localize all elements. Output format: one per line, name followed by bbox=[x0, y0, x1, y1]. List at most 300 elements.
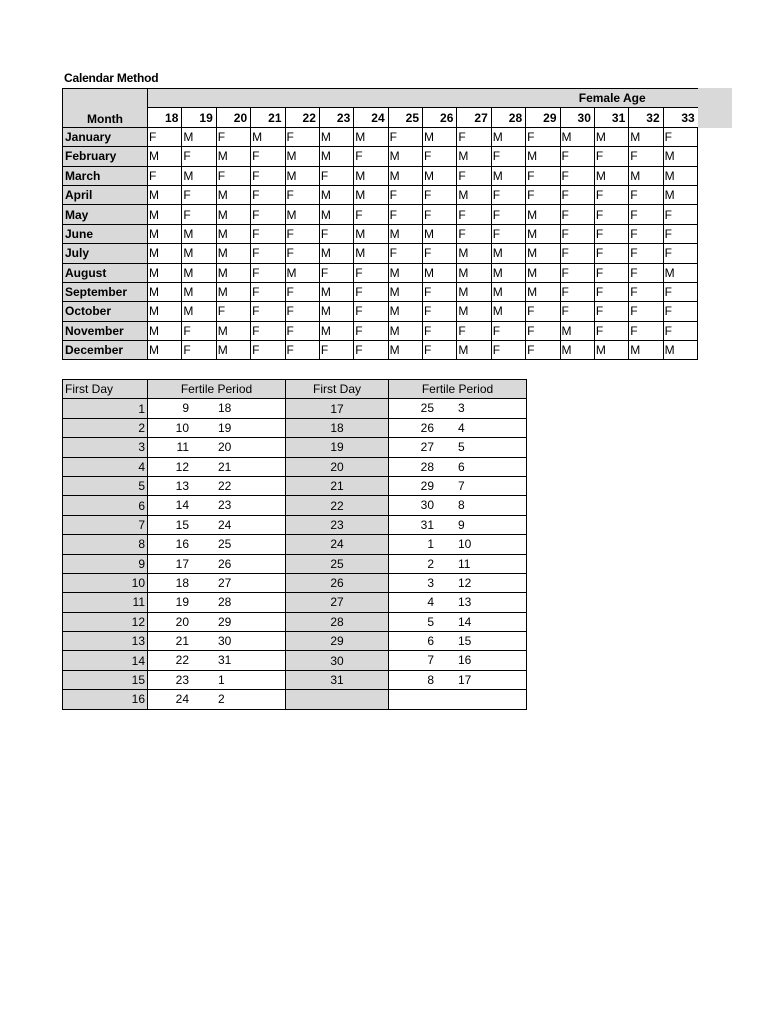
gender-cell: M bbox=[526, 282, 560, 301]
gender-cell: M bbox=[148, 224, 182, 243]
fertile-start-value: 27 bbox=[420, 440, 434, 455]
gender-cell: F bbox=[182, 321, 216, 340]
gender-cell: F bbox=[319, 224, 353, 243]
gender-cell: M bbox=[491, 282, 525, 301]
fertile-period-cell bbox=[148, 670, 286, 689]
gender-cell: M bbox=[319, 127, 353, 146]
gender-cell: M bbox=[388, 282, 422, 301]
age-header: 32 bbox=[629, 108, 663, 127]
fertile-start-value: 26 bbox=[420, 420, 434, 435]
gender-cell: F bbox=[423, 341, 457, 360]
fertile-row bbox=[63, 573, 527, 592]
gender-cell: M bbox=[148, 263, 182, 282]
age-header: 22 bbox=[285, 108, 319, 127]
gender-cell: F bbox=[560, 185, 594, 204]
gender-cell: M bbox=[354, 224, 388, 243]
gender-cell: F bbox=[526, 185, 560, 204]
fertile-end-value: 9 bbox=[458, 517, 465, 532]
gender-cell: F bbox=[182, 205, 216, 224]
gender-cell: F bbox=[285, 341, 319, 360]
gender-cell: M bbox=[182, 302, 216, 321]
fertile-row bbox=[63, 554, 527, 573]
first-day-value: 5 bbox=[63, 476, 148, 495]
gender-cell: M bbox=[354, 185, 388, 204]
gender-cell: M bbox=[594, 166, 628, 185]
fertile-period-cell bbox=[389, 535, 527, 554]
gender-cell: M bbox=[216, 205, 250, 224]
calendar-row bbox=[63, 166, 698, 185]
gender-cell: F bbox=[251, 263, 285, 282]
gender-cell: M bbox=[216, 244, 250, 263]
age-header: 19 bbox=[182, 108, 216, 127]
first-day-value: 11 bbox=[63, 593, 148, 612]
fertile-start-value: 13 bbox=[175, 478, 189, 493]
gender-cell: M bbox=[148, 147, 182, 166]
gender-cell: F bbox=[629, 282, 663, 301]
gender-cell: F bbox=[629, 224, 663, 243]
month-label: November bbox=[63, 321, 148, 340]
gender-cell: F bbox=[491, 224, 525, 243]
gender-cell: F bbox=[560, 302, 594, 321]
gender-cell: F bbox=[354, 321, 388, 340]
age-header: 20 bbox=[216, 108, 250, 127]
first-day-value: 28 bbox=[286, 612, 389, 631]
gender-cell: F bbox=[457, 127, 491, 146]
month-label: March bbox=[63, 166, 148, 185]
gender-cell: M bbox=[526, 263, 560, 282]
fertile-start-value: 25 bbox=[420, 401, 434, 416]
gender-cell: F bbox=[251, 147, 285, 166]
gender-cell: F bbox=[423, 205, 457, 224]
fertile-end-value: 3 bbox=[458, 401, 465, 416]
first-day-value: 12 bbox=[63, 612, 148, 631]
gender-cell: F bbox=[216, 302, 250, 321]
fertile-start-value: 30 bbox=[420, 498, 434, 513]
first-day-value: 7 bbox=[63, 515, 148, 534]
gender-cell: M bbox=[319, 282, 353, 301]
gender-cell: F bbox=[629, 185, 663, 204]
calendar-row bbox=[63, 147, 698, 166]
gender-cell: M bbox=[148, 244, 182, 263]
gender-cell: F bbox=[594, 263, 628, 282]
gender-cell: M bbox=[491, 127, 525, 146]
gender-cell: M bbox=[491, 302, 525, 321]
fertile-end-value: 14 bbox=[458, 614, 472, 629]
first-day-header: First Day bbox=[286, 380, 389, 399]
gender-cell: F bbox=[285, 224, 319, 243]
gender-cell: F bbox=[423, 302, 457, 321]
gender-cell: F bbox=[491, 321, 525, 340]
gender-cell: F bbox=[629, 302, 663, 321]
gender-cell: M bbox=[388, 147, 422, 166]
fertile-end-value: 19 bbox=[218, 420, 232, 435]
gender-cell: F bbox=[663, 127, 698, 146]
fertile-start-value: 28 bbox=[420, 459, 434, 474]
first-day-value: 21 bbox=[286, 476, 389, 495]
fertile-start-value: 6 bbox=[427, 634, 434, 649]
fertile-start-value: 24 bbox=[175, 692, 189, 707]
gender-cell: M bbox=[216, 263, 250, 282]
gender-cell: F bbox=[182, 147, 216, 166]
fertile-period-cell bbox=[389, 651, 527, 670]
gender-cell: M bbox=[457, 244, 491, 263]
fertile-start-value: 21 bbox=[175, 634, 189, 649]
gender-cell: F bbox=[491, 341, 525, 360]
gender-cell: M bbox=[423, 224, 457, 243]
gender-cell: F bbox=[629, 244, 663, 263]
gender-cell: M bbox=[457, 302, 491, 321]
first-day-value: 30 bbox=[286, 651, 389, 670]
first-day-value: 20 bbox=[286, 457, 389, 476]
fertile-period-cell bbox=[389, 593, 527, 612]
age-header: 30 bbox=[560, 108, 594, 127]
gender-cell: M bbox=[388, 302, 422, 321]
gender-cell: F bbox=[354, 302, 388, 321]
fertile-row bbox=[63, 399, 527, 418]
fertile-start-value: 14 bbox=[175, 498, 189, 513]
age-header-row bbox=[63, 108, 698, 127]
fertile-end-value: 25 bbox=[218, 537, 232, 552]
gender-cell: F bbox=[423, 282, 457, 301]
gender-cell: M bbox=[663, 263, 698, 282]
gender-cell: M bbox=[457, 147, 491, 166]
gender-cell: M bbox=[216, 341, 250, 360]
fertile-row bbox=[63, 690, 527, 709]
gender-cell: F bbox=[594, 282, 628, 301]
first-day-value: 25 bbox=[286, 554, 389, 573]
gender-cell: M bbox=[526, 224, 560, 243]
fertile-start-value: 22 bbox=[175, 653, 189, 668]
gender-cell: F bbox=[457, 205, 491, 224]
fertile-period-cell bbox=[148, 573, 286, 592]
calendar-row bbox=[63, 185, 698, 204]
gender-cell: M bbox=[216, 185, 250, 204]
gender-cell: F bbox=[594, 302, 628, 321]
fertile-row bbox=[63, 438, 527, 457]
gender-cell: M bbox=[148, 185, 182, 204]
fertile-row bbox=[63, 457, 527, 476]
gender-cell: M bbox=[182, 282, 216, 301]
month-label: August bbox=[63, 263, 148, 282]
first-day-value: 29 bbox=[286, 632, 389, 651]
fertile-period-cell bbox=[389, 496, 527, 515]
fertile-row bbox=[63, 612, 527, 631]
fertile-start-value: 18 bbox=[175, 575, 189, 590]
fertile-period-cell bbox=[389, 476, 527, 495]
month-label: July bbox=[63, 244, 148, 263]
gender-cell: M bbox=[594, 127, 628, 146]
first-day-value: 3 bbox=[63, 438, 148, 457]
fertile-period-cell bbox=[148, 554, 286, 573]
gender-cell: F bbox=[354, 282, 388, 301]
calendar-table bbox=[62, 88, 698, 360]
fertile-end-value: 1 bbox=[218, 672, 225, 687]
month-label: January bbox=[63, 127, 148, 146]
fertile-period-cell bbox=[389, 515, 527, 534]
gender-cell: F bbox=[560, 244, 594, 263]
gender-cell: F bbox=[560, 224, 594, 243]
gender-cell: M bbox=[285, 263, 319, 282]
fertile-period-cell bbox=[148, 593, 286, 612]
fertile-start-value: 2 bbox=[427, 556, 434, 571]
fertile-start-value: 20 bbox=[175, 614, 189, 629]
age-header: 28 bbox=[491, 108, 525, 127]
gender-cell: M bbox=[319, 185, 353, 204]
gender-cell: M bbox=[182, 166, 216, 185]
first-day-value: 23 bbox=[286, 515, 389, 534]
fertile-end-value: 2 bbox=[218, 692, 225, 707]
gender-cell: F bbox=[629, 263, 663, 282]
gender-cell: F bbox=[388, 127, 422, 146]
gender-cell: F bbox=[629, 147, 663, 166]
fertile-period-cell bbox=[148, 535, 286, 554]
gender-cell: M bbox=[354, 166, 388, 185]
first-day-header: First Day bbox=[63, 380, 148, 399]
first-day-value: 17 bbox=[286, 399, 389, 418]
age-header: 31 bbox=[594, 108, 628, 127]
gender-cell: M bbox=[560, 341, 594, 360]
gender-cell: M bbox=[560, 321, 594, 340]
gender-cell: M bbox=[388, 263, 422, 282]
age-header: 21 bbox=[251, 108, 285, 127]
gender-cell: M bbox=[216, 282, 250, 301]
fertile-start-value: 16 bbox=[175, 537, 189, 552]
fertile-start-value: 10 bbox=[175, 420, 189, 435]
first-day-value: 9 bbox=[63, 554, 148, 573]
month-label: April bbox=[63, 185, 148, 204]
gender-cell: F bbox=[491, 205, 525, 224]
gender-cell: F bbox=[663, 205, 698, 224]
fertile-period-cell bbox=[389, 690, 527, 709]
fertile-row bbox=[63, 496, 527, 515]
gender-cell: F bbox=[251, 224, 285, 243]
fertile-period-cell bbox=[148, 399, 286, 418]
gender-cell: M bbox=[216, 224, 250, 243]
fertile-start-value: 11 bbox=[176, 440, 189, 455]
fertile-period-cell bbox=[148, 496, 286, 515]
age-header: 33 bbox=[663, 108, 698, 127]
fertile-period-header: Fertile Period bbox=[148, 380, 286, 399]
first-day-value bbox=[286, 690, 389, 709]
gender-cell: F bbox=[629, 321, 663, 340]
gender-cell: F bbox=[526, 127, 560, 146]
gender-cell: F bbox=[182, 341, 216, 360]
calendar-row bbox=[63, 224, 698, 243]
fertile-start-value: 31 bbox=[420, 517, 434, 532]
fertile-start-value: 29 bbox=[420, 478, 434, 493]
fertile-row bbox=[63, 535, 527, 554]
first-day-value: 1 bbox=[63, 399, 148, 418]
gender-cell: F bbox=[354, 341, 388, 360]
month-label: October bbox=[63, 302, 148, 321]
first-day-value: 31 bbox=[286, 670, 389, 689]
fertile-end-value: 10 bbox=[458, 537, 472, 552]
month-label: June bbox=[63, 224, 148, 243]
fertile-period-cell bbox=[389, 632, 527, 651]
gender-cell: F bbox=[388, 185, 422, 204]
fertile-end-value: 5 bbox=[458, 440, 465, 455]
fertile-end-value: 20 bbox=[218, 440, 232, 455]
gender-cell: M bbox=[594, 341, 628, 360]
fertile-period-cell bbox=[148, 612, 286, 631]
calendar-row bbox=[63, 321, 698, 340]
first-day-value: 10 bbox=[63, 573, 148, 592]
gender-cell: M bbox=[182, 244, 216, 263]
gender-cell: F bbox=[251, 321, 285, 340]
fertile-row bbox=[63, 651, 527, 670]
fertile-period-cell bbox=[148, 515, 286, 534]
gender-cell: F bbox=[251, 205, 285, 224]
gender-cell: M bbox=[148, 205, 182, 224]
fertile-end-value: 4 bbox=[458, 420, 465, 435]
fertile-end-value: 8 bbox=[458, 498, 465, 513]
gender-cell: M bbox=[388, 321, 422, 340]
first-day-value: 4 bbox=[63, 457, 148, 476]
age-header: 27 bbox=[457, 108, 491, 127]
fertile-end-value: 21 bbox=[218, 459, 232, 474]
age-header: 18 bbox=[148, 108, 182, 127]
gender-cell: F bbox=[285, 302, 319, 321]
month-header: Month bbox=[63, 89, 148, 128]
gender-cell: M bbox=[457, 185, 491, 204]
gender-cell: F bbox=[251, 282, 285, 301]
calendar-row bbox=[63, 127, 698, 146]
gender-cell: F bbox=[354, 205, 388, 224]
month-label: February bbox=[63, 147, 148, 166]
fertile-end-value: 7 bbox=[458, 478, 465, 493]
fertile-start-value: 9 bbox=[182, 401, 189, 416]
gender-cell: F bbox=[251, 244, 285, 263]
calendar-row bbox=[63, 282, 698, 301]
gender-cell: M bbox=[285, 166, 319, 185]
gender-cell: F bbox=[457, 166, 491, 185]
fertile-period-cell bbox=[148, 457, 286, 476]
first-day-value: 22 bbox=[286, 496, 389, 515]
gender-cell: M bbox=[629, 341, 663, 360]
first-day-value: 16 bbox=[63, 690, 148, 709]
fertile-end-value: 26 bbox=[218, 556, 232, 571]
gender-cell: F bbox=[457, 321, 491, 340]
gender-cell: F bbox=[354, 147, 388, 166]
fertile-period-cell bbox=[389, 438, 527, 457]
gender-cell: M bbox=[663, 166, 698, 185]
fertile-row bbox=[63, 418, 527, 437]
age-header: 23 bbox=[319, 108, 353, 127]
gender-cell: F bbox=[560, 282, 594, 301]
age-header: 26 bbox=[423, 108, 457, 127]
fertile-row bbox=[63, 632, 527, 651]
gender-cell: F bbox=[251, 166, 285, 185]
gender-cell: F bbox=[594, 205, 628, 224]
gender-cell: F bbox=[457, 224, 491, 243]
fertile-end-value: 28 bbox=[218, 595, 232, 610]
calendar-row bbox=[63, 302, 698, 321]
gender-cell: F bbox=[560, 263, 594, 282]
gender-cell: M bbox=[388, 224, 422, 243]
first-day-value: 13 bbox=[63, 632, 148, 651]
gender-cell: M bbox=[560, 127, 594, 146]
calendar-row bbox=[63, 205, 698, 224]
gender-cell: F bbox=[663, 224, 698, 243]
first-day-value: 8 bbox=[63, 535, 148, 554]
fertile-start-value: 12 bbox=[175, 459, 189, 474]
gender-cell: M bbox=[388, 341, 422, 360]
gender-cell: M bbox=[148, 282, 182, 301]
gender-cell: M bbox=[148, 302, 182, 321]
gender-cell: M bbox=[319, 321, 353, 340]
gender-cell: F bbox=[319, 166, 353, 185]
gender-cell: M bbox=[491, 244, 525, 263]
fertile-start-value: 7 bbox=[427, 653, 434, 668]
gender-cell: M bbox=[216, 321, 250, 340]
gender-cell: F bbox=[354, 263, 388, 282]
gender-cell: M bbox=[629, 166, 663, 185]
gender-cell: F bbox=[285, 321, 319, 340]
gender-cell: F bbox=[285, 127, 319, 146]
gender-cell: M bbox=[319, 147, 353, 166]
gender-cell: F bbox=[216, 166, 250, 185]
fertile-start-value: 23 bbox=[175, 672, 189, 687]
gender-cell: M bbox=[285, 147, 319, 166]
gender-cell: F bbox=[491, 147, 525, 166]
gender-cell: M bbox=[216, 147, 250, 166]
fertile-start-value: 17 bbox=[175, 556, 189, 571]
fertile-period-cell bbox=[389, 670, 527, 689]
gender-cell: M bbox=[663, 341, 698, 360]
gender-cell: M bbox=[491, 263, 525, 282]
gender-cell: M bbox=[423, 127, 457, 146]
fertile-end-value: 27 bbox=[218, 575, 232, 590]
gender-cell: F bbox=[423, 244, 457, 263]
fertile-period-cell bbox=[389, 612, 527, 631]
gender-cell: F bbox=[629, 205, 663, 224]
fertile-period-table bbox=[62, 379, 527, 710]
calendar-header-row bbox=[63, 89, 698, 108]
gender-cell: M bbox=[526, 147, 560, 166]
fertile-row bbox=[63, 515, 527, 534]
first-day-value: 2 bbox=[63, 418, 148, 437]
calendar-row bbox=[63, 263, 698, 282]
gender-cell: F bbox=[285, 185, 319, 204]
calendar-row bbox=[63, 341, 698, 360]
gender-cell: F bbox=[182, 185, 216, 204]
gender-cell: F bbox=[526, 321, 560, 340]
gender-cell: F bbox=[526, 341, 560, 360]
first-day-value: 15 bbox=[63, 670, 148, 689]
fertile-end-value: 18 bbox=[218, 401, 232, 416]
fertile-start-value: 4 bbox=[427, 595, 434, 610]
first-day-value: 24 bbox=[286, 535, 389, 554]
gender-cell: M bbox=[491, 166, 525, 185]
first-day-value: 27 bbox=[286, 593, 389, 612]
gender-cell: F bbox=[423, 147, 457, 166]
gender-cell: F bbox=[285, 244, 319, 263]
gender-cell: M bbox=[457, 263, 491, 282]
fertile-start-value: 15 bbox=[175, 517, 189, 532]
gender-cell: F bbox=[663, 282, 698, 301]
fertile-start-value: 1 bbox=[427, 537, 434, 552]
fertile-period-cell bbox=[389, 457, 527, 476]
fertile-start-value: 8 bbox=[427, 672, 434, 687]
gender-cell: F bbox=[148, 127, 182, 146]
gender-cell: F bbox=[251, 341, 285, 360]
fertile-start-value: 3 bbox=[427, 575, 434, 590]
month-label: May bbox=[63, 205, 148, 224]
gender-cell: F bbox=[285, 282, 319, 301]
gender-cell: F bbox=[251, 185, 285, 204]
fertile-row bbox=[63, 670, 527, 689]
page-title: Calendar Method bbox=[64, 71, 159, 85]
